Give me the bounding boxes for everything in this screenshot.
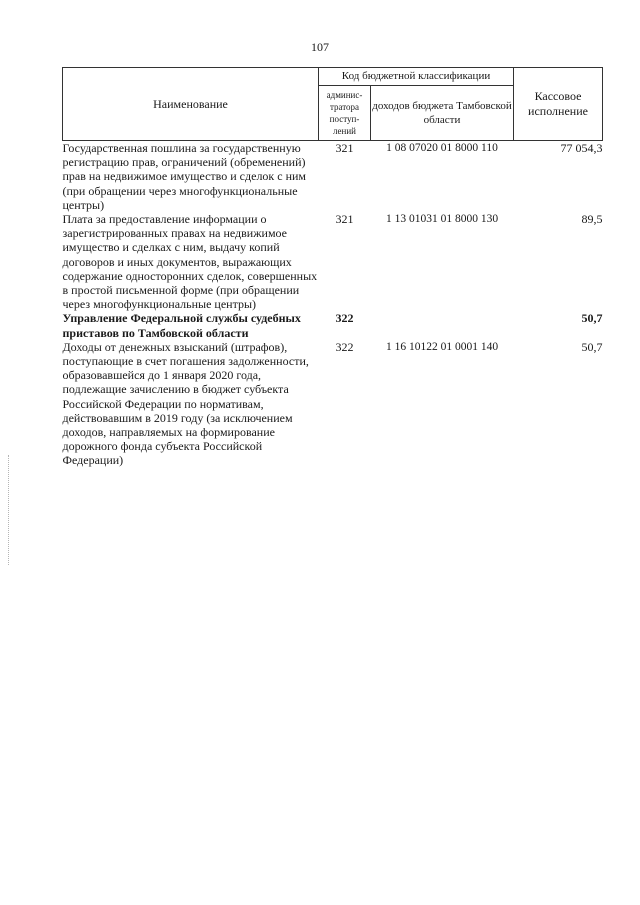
row-income-code: 1 13 01031 01 8000 130 bbox=[385, 213, 499, 226]
header-code-group: Код бюджетной классификации bbox=[319, 68, 514, 86]
row-name: Плата за предоставление информации о зарегистрированных правах на недвижимое имущество и сделках с ним, выдачу копий договоров и иных документов, выражающих содержание односторонних сделок, совершенных в простой письменной форме (при обращении через многофункциональные центры) bbox=[62, 212, 318, 312]
row-admin-code: 321 bbox=[335, 212, 354, 227]
row-income-code bbox=[371, 311, 514, 339]
row-admin-code: 322 bbox=[335, 339, 354, 354]
header-income: доходов бюджета Тамбовской области bbox=[371, 86, 514, 141]
budget-revenue-table bbox=[62, 67, 603, 468]
row-admin-code: 321 bbox=[335, 141, 354, 155]
row-name: Доходы от денежных взысканий (штрафов), поступающие в счет погашения задолженности, образовавшейся до 1 января 2020 года, подлежащие зачислению в бюджет субъекта Российской Федерации по нормативам, действовавшим в 2019 году (за исключением доходов, направляемых на формирование дорожного фонда субъекта Российской Федерации) bbox=[62, 339, 309, 468]
header-execution: Кассовое исполнение bbox=[514, 68, 603, 141]
scan-margin-marks bbox=[8, 455, 11, 565]
row-amount: 50,7 bbox=[581, 339, 603, 354]
row-income-code: 1 08 07020 01 8000 110 bbox=[386, 142, 498, 154]
row-name: Государственная пошлина за государственную регистрацию прав, ограничений (обременений) прав на недвижимое имущество и сделок с ним (при обращении через многофункциональные центры) bbox=[62, 141, 307, 212]
row-income-code: 1 16 10122 01 0001 140 bbox=[385, 340, 499, 353]
header-name: Наименование bbox=[63, 68, 319, 141]
header-admin: админис-тратора поступ-лений bbox=[319, 86, 371, 141]
table-row bbox=[63, 212, 603, 311]
row-name: Управление Федеральной службы судебных приставов по Тамбовской области bbox=[62, 311, 301, 340]
table-row bbox=[63, 141, 603, 213]
row-admin-code: 322 bbox=[335, 311, 354, 326]
table-row-section bbox=[63, 311, 603, 339]
page-number: 107 bbox=[311, 40, 329, 54]
row-amount: 77 054,3 bbox=[560, 141, 603, 155]
row-amount: 89,5 bbox=[581, 212, 603, 227]
row-amount: 50,7 bbox=[581, 311, 603, 326]
table-row bbox=[63, 340, 603, 468]
